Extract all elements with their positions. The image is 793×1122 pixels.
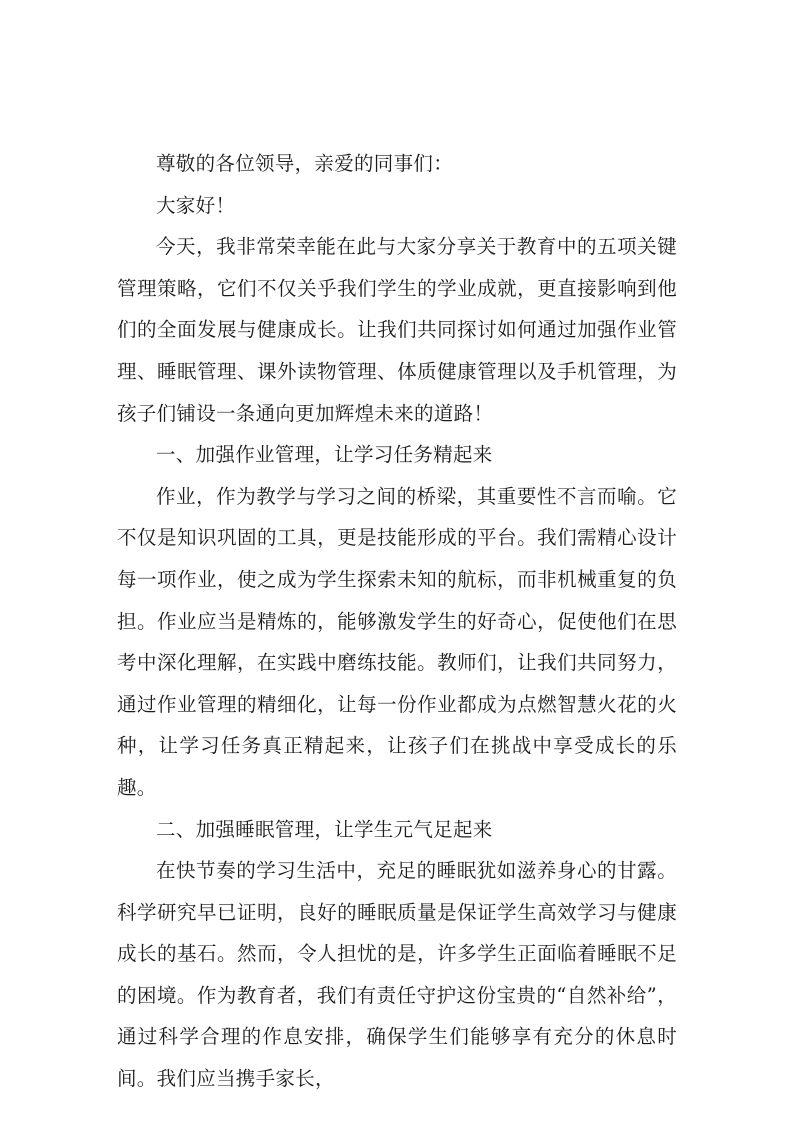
homework-paragraph: 作业，作为教学与学习之间的桥梁，其重要性不言而喻。它不仅是知识巩固的工具，更是技能形成的平台。我们需精心设计每一项作业，使之成为学生探索未知的航标，而非机械重复的负担。作业应当是精炼的，能够激发学生的好奇心，促使他们在思考中深化理解，在实践中磨练技能。教师们，让我们共同努力，通过作业管理的精细化，让每一份作业都成为点燃智慧火花的火种，让学习任务真正精起来，让孩子们在挑战中享受成长的乐趣。 [117,484,677,799]
sleep-paragraph: 在快节奏的学习生活中，充足的睡眠犹如滋养身心的甘露。科学研究早已证明，良好的睡眠质量是保证学生高效学习与健康成长的基石。然而，令人担忧的是，许多学生正面临着睡眠不足的困境。作为教育者，我们有责任守护这份宝贵的“自然补给”，通过科学合理的作息安排，确保学生们能够享有充分的休息时间。我们应当携手家长， [117,859,677,1091]
intro-paragraph: 今天，我非常荣幸能在此与大家分享关于教育中的五项关键管理策略，它们不仅关乎我们学生的学业成就，更直接影响到他们的全面发展与健康成长。让我们共同探讨如何通过加强作业管理、睡眠管理、课外读物管理、体质健康管理以及手机管理，为孩子们铺设一条通向更加辉煌未来的道路！ [117,235,677,425]
greeting: 大家好！ [156,193,236,217]
section-heading-homework: 一、加强作业管理，让学习任务精起来 [156,443,493,467]
salutation: 尊敬的各位领导，亲爱的同事们： [156,152,454,175]
section-heading-sleep: 二、加强睡眠管理，让学生元气足起来 [156,817,493,841]
document-page [117,143,677,1100]
